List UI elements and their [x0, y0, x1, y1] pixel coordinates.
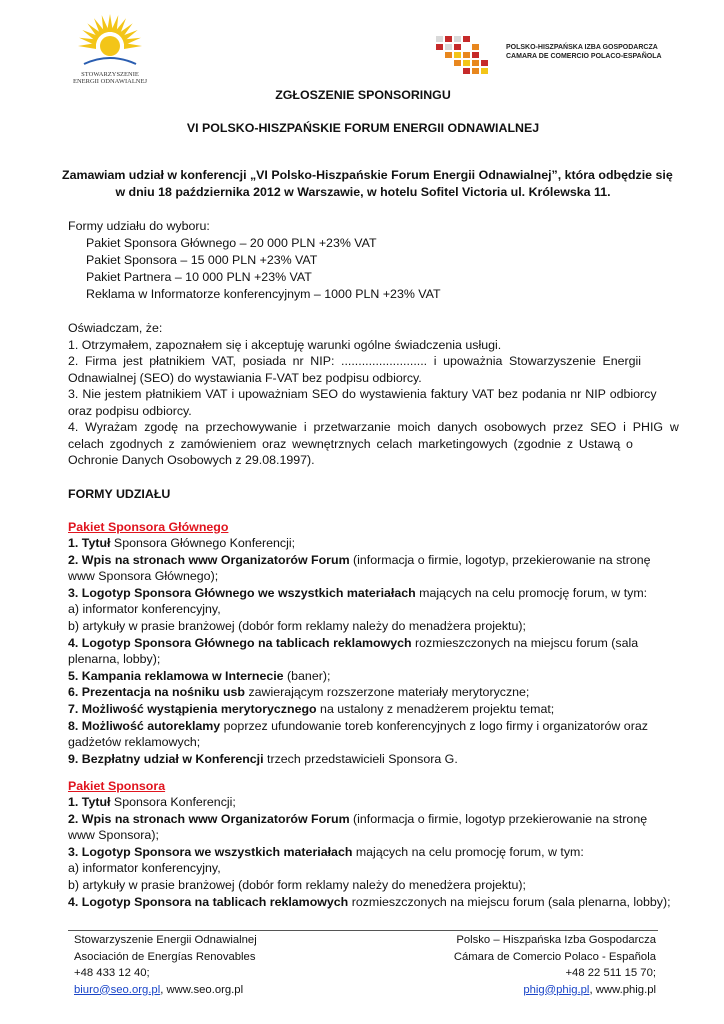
- package-item: [68, 844, 658, 861]
- declaration-line: oraz podpisu odbiorcy.: [68, 404, 192, 418]
- package-item: [68, 585, 658, 602]
- package-sponsor-heading: Pakiet Sponsora: [68, 779, 166, 793]
- phig-logo-text-1: POLSKO-HISZPAŃSKA IZBA GOSPODARCZA: [506, 44, 658, 51]
- package-item-number: 2.: [68, 552, 79, 567]
- footer-right-email-link[interactable]: phig@phig.pl: [523, 983, 590, 996]
- package-item-number: 4.: [68, 635, 79, 650]
- package-item-text: rozmieszczonych na miejscu forum (sala: [411, 635, 639, 650]
- footer-right-phone: +48 22 511 15 70;: [565, 967, 656, 979]
- footer-left-www: www.seo.org.pl: [166, 983, 244, 996]
- footer-left: [74, 932, 257, 998]
- package-item-bold: Logotyp Sponsora we wszystkich materiałach: [81, 844, 353, 859]
- formy-heading: FORMY UDZIAŁU: [68, 487, 171, 501]
- package-item-number: 3.: [68, 844, 79, 859]
- package-item-bold: Logotyp Sponsora na tablicach reklamowych: [81, 894, 349, 909]
- package-item: [68, 811, 658, 828]
- package-item: [68, 877, 658, 894]
- package-item-bold: Możliwość wystąpienia merytorycznego: [81, 702, 317, 716]
- package-item-number: 9.: [68, 751, 79, 766]
- forms-heading: Formy udziału do wyboru:: [68, 219, 210, 233]
- package-item-text: Sponsora Głównego Konferencji;: [110, 536, 296, 550]
- package-item-number: 7.: [68, 702, 79, 716]
- package-item-text: a) informator konferencyjny,: [68, 602, 221, 617]
- declaration-line: 2. Firma jest płatnikiem VAT, posiada nr NIP: ......................... i upoważnia Stowarzyszenie Energii: [68, 354, 642, 368]
- package-item-text: mających na celu promocję forum, w tym:: [352, 844, 584, 859]
- package-item-bold: Logotyp Sponsora Głównego we wszystkich materiałach: [81, 585, 416, 600]
- package-item: [68, 751, 658, 768]
- footer-left-name-es: Asociación de Energías Renovables: [74, 950, 256, 963]
- package-item-number: 6.: [68, 685, 79, 700]
- package-item-bold: Logotyp Sponsora Głównego na tablicach reklamowych: [81, 635, 412, 650]
- phig-logo-icon: [434, 34, 498, 78]
- footer-right-name: Polsko – Hiszpańska Izba Gospodarcza: [456, 934, 656, 946]
- package-item-text: b) artykuły w prasie branżowej (dobór form reklamy należy do menadżera projektu);: [68, 619, 526, 633]
- declaration-line: 1. Otrzymałem, zapoznałem się i akceptuję warunki ogólne świadczenia usługi.: [68, 338, 502, 352]
- package-item-text: www Sponsora);: [68, 828, 159, 843]
- package-item: [68, 734, 658, 751]
- package-item-bold: Wpis na stronach www Organizatorów Forum: [81, 811, 350, 826]
- package-item-bold: Tytuł: [81, 795, 111, 809]
- footer-left-phone: +48 433 12 40;: [74, 967, 150, 979]
- package-item: [68, 684, 658, 701]
- phig-logo-text-2: CAMARA DE COMERCIO POLACO-ESPAÑOLA: [506, 53, 662, 60]
- package-item-text: mających na celu promocję forum, w tym:: [415, 585, 648, 600]
- package-item-text: (informacja o firmie, logotyp, przekierowanie na stronę: [349, 552, 651, 567]
- seo-logo-text-1: STOWARZYSZENIE: [81, 71, 139, 78]
- option-sponsor: Pakiet Sponsora – 15 000 PLN +23% VAT: [86, 253, 318, 267]
- package-item-text: b) artykuły w prasie branżowej (dobór form reklamy należy do menedżera projektu);: [68, 878, 526, 892]
- package-item-text: na ustalony z menadżerem projektu temat;: [316, 702, 555, 716]
- option-main-sponsor: Pakiet Sponsora Głównego – 20 000 PLN +23% VAT: [86, 236, 377, 250]
- package-item-bold: Wpis na stronach www Organizatorów Forum: [81, 552, 350, 567]
- package-item: [68, 601, 658, 618]
- seo-logo-text-2: ENERGII ODNAWIALNEJ: [72, 78, 148, 85]
- package-item: [68, 701, 658, 718]
- declaration-line: Ochronie Danych Osobowych z 29.08.1997).: [68, 453, 315, 467]
- package-item-text: (baner);: [283, 668, 331, 683]
- footer-right-www: www.phig.pl: [595, 983, 656, 996]
- package-item-text: gadżetów reklamowych;: [68, 735, 201, 750]
- package-item-number: 1.: [68, 795, 79, 809]
- package-item-text: a) informator konferencyjny,: [68, 861, 221, 876]
- package-item: [68, 635, 658, 652]
- footer-left-name: Stowarzyszenie Energii Odnawialnej: [74, 934, 257, 946]
- page-subtitle: VI POLSKO-HISZPAŃSKIE FORUM ENERGII ODNAWIALNEJ: [186, 121, 540, 135]
- declaration-line: 3. Nie jestem płatnikiem VAT i upoważniam SEO do wystawienia faktury VAT bez podania nr NIP odbiorcy: [68, 387, 657, 401]
- package-item-number: 5.: [68, 668, 79, 683]
- footer-right-separator: ,: [589, 983, 596, 996]
- package-item-bold: Kampania reklamowa w Internecie: [81, 668, 284, 683]
- package-item: [68, 668, 658, 685]
- declaration-heading: Oświadczam, że:: [68, 321, 163, 335]
- seo-logo: [70, 12, 150, 88]
- package-item: [68, 894, 671, 911]
- package-item: [68, 568, 658, 585]
- package-item-number: 4.: [68, 894, 79, 909]
- package-item-number: 1.: [68, 536, 79, 550]
- page-title: ZGŁOSZENIE SPONSORINGU: [275, 88, 451, 102]
- footer-left-contact: [74, 982, 257, 999]
- package-item-bold: Tytuł: [81, 536, 111, 550]
- footer-left-separator: ,: [160, 983, 167, 996]
- footer-right-name-es: Cámara de Comercio Polaco - Española: [453, 950, 656, 963]
- package-item-bold: Prezentacja na nośniku usb: [81, 685, 245, 700]
- intro-line-2: w dniu 18 października 2012 w Warszawie, w hotelu Sofitel Victoria ul. Królewska 11.: [115, 185, 611, 199]
- declaration-line: Odnawialnej (SEO) do wystawiania F-VAT bez podpisu odbiorcy.: [68, 371, 422, 385]
- package-item-text: plenarna, lobby);: [68, 652, 161, 667]
- footer-right: [454, 932, 656, 998]
- option-partner: Pakiet Partnera – 10 000 PLN +23% VAT: [86, 270, 312, 284]
- intro-line-1: Zamawiam udział w konferencji „VI Polsko-Hiszpańskie Forum Energii Odnawialnej”, która odbędzie się: [62, 168, 673, 182]
- footer-left-email-link[interactable]: biuro@seo.org.pl: [74, 983, 161, 996]
- package-item: [68, 718, 658, 735]
- phig-logo: [434, 34, 664, 78]
- package-item: [68, 860, 658, 877]
- package-item-bold: Bezpłatny udział w Konferencji: [81, 751, 264, 766]
- package-item-number: 8.: [68, 718, 79, 733]
- package-item: [68, 535, 658, 552]
- package-item: [68, 827, 658, 844]
- option-advert: Reklama w Informatorze konferencyjnym – 1000 PLN +23% VAT: [86, 287, 441, 301]
- declaration-line: 4. Wyrażam zgodę na przechowywanie i przetwarzanie moich danych osobowych przez SEO i PHIG w: [68, 420, 679, 434]
- package-item-number: 2.: [68, 811, 79, 826]
- package-item-number: 3.: [68, 585, 79, 600]
- package-item-text: Sponsora Konferencji;: [110, 795, 236, 809]
- declaration-line: celach zgodnych z zamówieniem oraz wewnętrznych celach marketingowych (zgodnie z Ustawą o: [68, 437, 633, 451]
- package-item-text: www Sponsora Głównego);: [68, 569, 219, 584]
- footer-right-contact: [454, 982, 656, 999]
- package-item: [68, 794, 658, 811]
- package-item: [68, 651, 658, 668]
- package-item-text: trzech przedstawicieli Sponsora G.: [263, 751, 458, 766]
- package-item-bold: Możliwość autoreklamy: [81, 718, 221, 733]
- package-item-text: poprzez ufundowanie toreb konferencyjnych z logo firmy i organizatorów oraz: [220, 718, 648, 733]
- footer-divider: [68, 930, 658, 931]
- package-item: [68, 552, 658, 569]
- package-item-text: (informacja o firmie, logotyp przekierowanie na stronę: [349, 811, 648, 826]
- package-item: [68, 618, 658, 635]
- package-item-text: zawierającym rozszerzone materiały merytoryczne;: [245, 685, 530, 700]
- sun-logo-icon: [70, 12, 150, 68]
- package-item-text: rozmieszczonych na miejscu forum (sala plenarna, lobby);: [348, 894, 671, 909]
- package-main-sponsor-heading: Pakiet Sponsora Głównego: [68, 520, 229, 534]
